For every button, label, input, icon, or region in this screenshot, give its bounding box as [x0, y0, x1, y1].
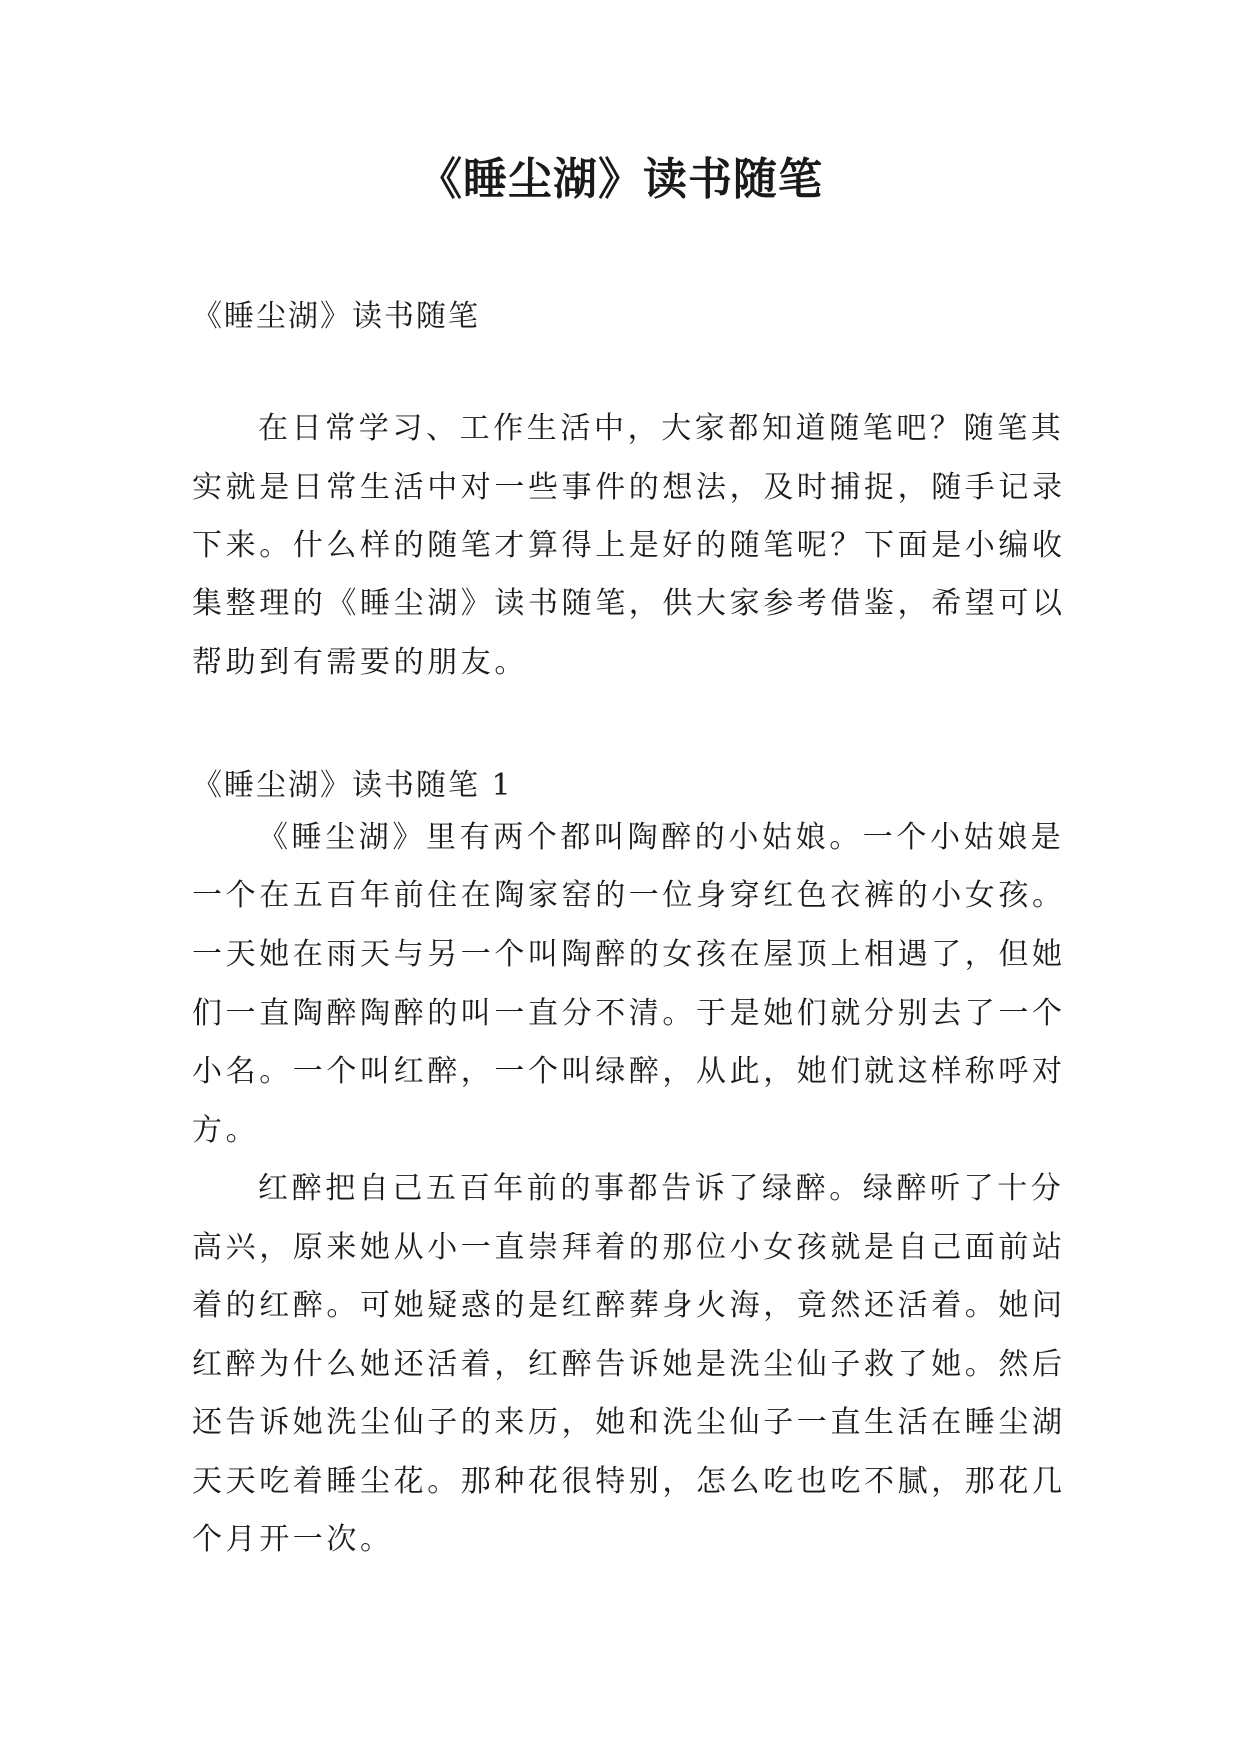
paragraph-line: 一个在五百年前住在陶家窑的一位身穿红色衣裤的小女孩。: [192, 878, 1066, 913]
paragraph-line: 方。: [192, 1113, 260, 1148]
document-title: 《睡尘湖》读书随笔: [418, 154, 823, 205]
paragraph-line: 们一直陶醉陶醉的叫一直分不清。于是她们就分别去了一个: [192, 996, 1066, 1031]
paragraph-line: 还告诉她洗尘仙子的来历，她和洗尘仙子一直生活在睡尘湖: [192, 1405, 1066, 1440]
paragraph-line: 集整理的《睡尘湖》读书随笔，供大家参考借鉴，希望可以: [192, 586, 1066, 621]
paragraph-line: 小名。一个叫红醉，一个叫绿醉，从此，她们就这样称呼对: [192, 1054, 1066, 1089]
paragraph-line: 高兴，原来她从小一直崇拜着的那位小女孩就是自己面前站: [192, 1230, 1066, 1265]
section-heading: 《睡尘湖》读书随笔 1: [192, 768, 513, 803]
paragraph-line: 红醉为什么她还活着，红醉告诉她是洗尘仙子救了她。然后: [192, 1347, 1066, 1382]
paragraph-line: 下来。什么样的随笔才算得上是好的随笔呢？下面是小编收: [192, 528, 1066, 563]
paragraph-line: 实就是日常生活中对一些事件的想法，及时捕捉，随手记录: [192, 470, 1066, 505]
paragraph-line: 帮助到有需要的朋友。: [192, 645, 528, 680]
document-subtitle: 《睡尘湖》读书随笔: [192, 299, 480, 334]
paragraph-line: 在日常学习、工作生活中，大家都知道随笔吧？随笔其: [258, 411, 1065, 446]
paragraph-line: 个月开一次。: [192, 1522, 394, 1557]
paragraph-line: 着的红醉。可她疑惑的是红醉葬身火海，竟然还活着。她问: [192, 1288, 1066, 1323]
paragraph-line: 《睡尘湖》里有两个都叫陶醉的小姑娘。一个小姑娘是: [258, 820, 1065, 855]
paragraph-line: 一天她在雨天与另一个叫陶醉的女孩在屋顶上相遇了，但她: [192, 937, 1066, 972]
paragraph-line: 红醉把自己五百年前的事都告诉了绿醉。绿醉听了十分: [258, 1171, 1065, 1206]
paragraph-line: 天天吃着睡尘花。那种花很特别，怎么吃也吃不腻，那花几: [192, 1464, 1066, 1499]
